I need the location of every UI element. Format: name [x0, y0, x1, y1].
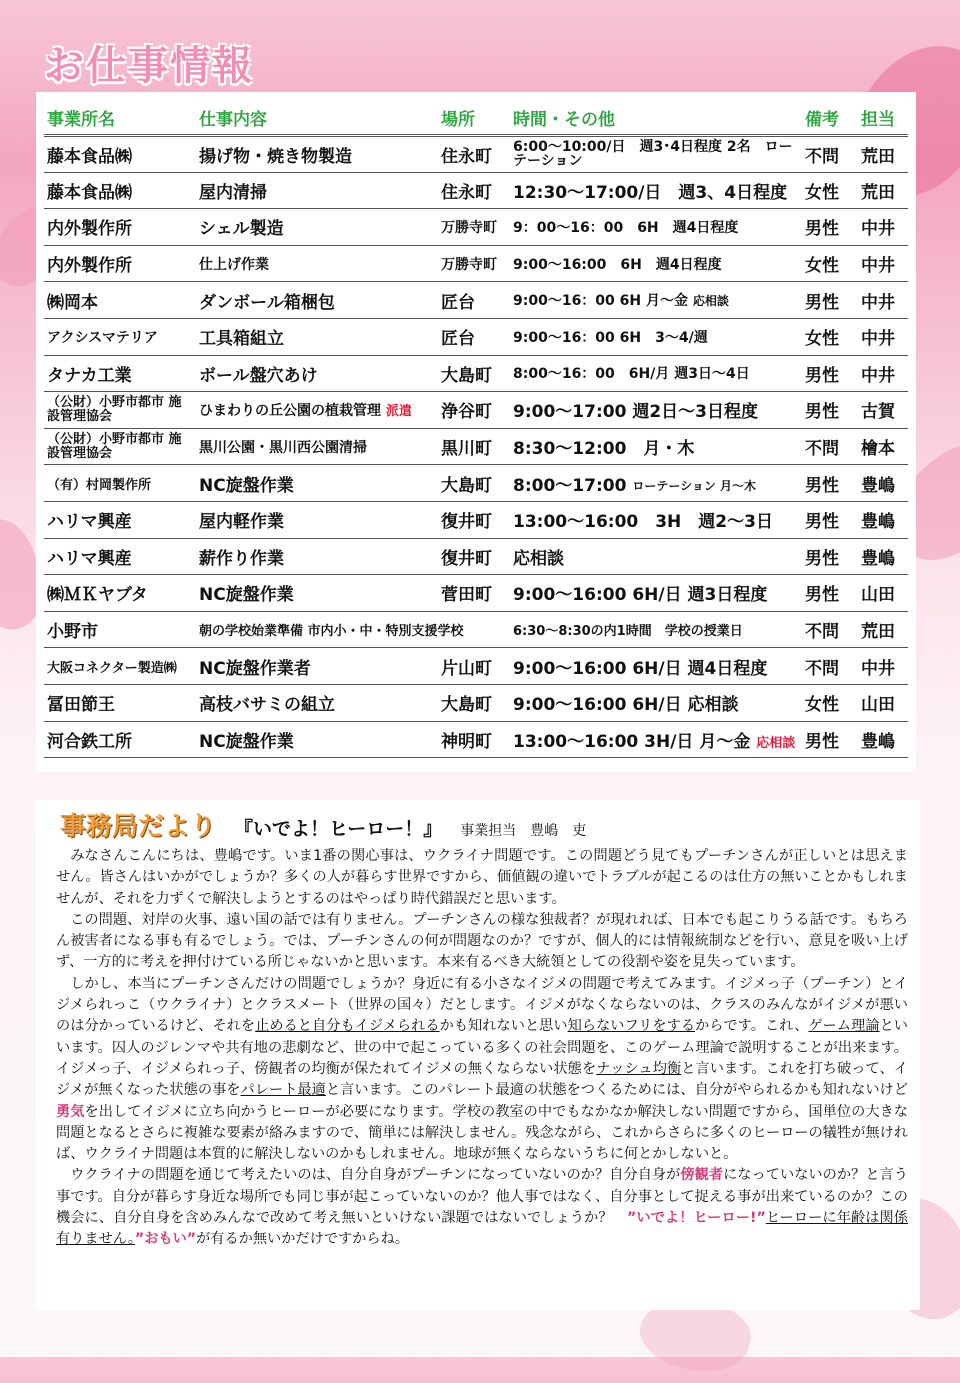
cell-note: 男性 — [805, 402, 839, 423]
cell-place: 大島町 — [441, 695, 492, 716]
text: と言います。このパレート最適の状態をつくるためには、自分がやられるかも知れないけど — [325, 1082, 908, 1099]
cell-place: 復井町 — [441, 512, 492, 533]
header-place: 場所 — [438, 100, 510, 136]
cell-staff: 豊嶋 — [861, 512, 895, 533]
cell-place: 大島町 — [441, 475, 492, 496]
job-text: ひまわりの丘公園の植栽管理 — [199, 402, 381, 419]
table-row — [44, 282, 908, 319]
cell-time: 12:30〜17:00/日 週3、4日程度 — [513, 182, 788, 203]
underlined-text: 知らないフリをする — [567, 1018, 696, 1035]
paragraph — [56, 1165, 908, 1250]
paragraph — [56, 974, 908, 1166]
cell-staff: 中井 — [861, 658, 895, 679]
table-row — [44, 538, 908, 575]
table-row — [44, 501, 908, 538]
highlight-text: 傍観者 — [680, 1167, 724, 1184]
cell-note: 男性 — [805, 292, 839, 313]
text: からです。これ、 — [695, 1018, 809, 1035]
cell-time: 9:00〜17:00 週2日〜3日程度 — [513, 402, 758, 423]
page-title: お仕事情報 — [44, 43, 254, 89]
underlined-text: ヒーローに年齢は関係有りません。 — [56, 1210, 908, 1248]
cell-job: ダンボール箱梱包 — [199, 292, 335, 313]
cell-time — [510, 465, 802, 502]
cell-job: NC旋盤作業 — [199, 731, 294, 752]
text: を出してイジメに立ち向かうヒーローが必要になります。学校の教室の中でもなかなか解決しない問題ですから、国単位の大きな問題となるとさらに複雑な要素が絡みますので、簡単には解決しません。残念ながら、これからさらに多くのヒーローの犠牲が無ければ、ウクライナ問題は本質的に解決しないのかもしれません。地球が無くならないうちに何とかしないと。 — [56, 1103, 908, 1163]
cell-job: 工具箱組立 — [199, 329, 284, 350]
cell-company: 内外製作所 — [47, 219, 132, 240]
cell-company: （公財）小野市都市 施設管理協会 — [47, 431, 182, 461]
cell-place: 神明町 — [441, 731, 492, 752]
time-extra: ローテーション 月〜木 — [632, 478, 757, 493]
cell-staff: 中井 — [861, 365, 895, 386]
cell-job: ボール盤穴あけ — [199, 365, 318, 386]
cell-company: 大阪コネクター製造㈱ — [47, 660, 177, 676]
cell-company: ハリマ興産 — [47, 512, 132, 533]
cell-staff: 豊嶋 — [861, 475, 895, 496]
table-row — [44, 355, 908, 392]
table-row — [44, 465, 908, 502]
highlight-text: ”おもい” — [134, 1231, 197, 1248]
table-row — [44, 721, 908, 758]
cell-place: 大島町 — [441, 365, 492, 386]
cell-time: 9:00〜16:00 6H/日 週4日程度 — [513, 658, 768, 679]
cell-place: 黒川町 — [441, 439, 492, 460]
table-row — [44, 209, 908, 246]
cell-staff: 檜本 — [861, 439, 895, 460]
cell-job: 薪作り作業 — [199, 548, 284, 569]
cell-company: ハリマ興産 — [47, 548, 132, 569]
cell-staff: 古賀 — [861, 402, 895, 423]
table-row — [44, 136, 908, 173]
cell-place: 浄谷町 — [441, 402, 492, 423]
cell-note: 不問 — [805, 658, 839, 679]
cell-time: 9:00〜16:00 6H/日 週3日程度 — [513, 585, 768, 606]
cell-note: 男性 — [805, 548, 839, 569]
cell-job: 揚げ物・焼き物製造 — [199, 146, 352, 167]
text: が有るか無いかだけですからね。 — [196, 1231, 409, 1248]
cell-company: アクシスマテリア — [47, 329, 158, 346]
highlight-text: 勇気 — [56, 1103, 85, 1120]
cell-staff: 山田 — [861, 585, 895, 606]
table-row — [44, 172, 908, 209]
cell-note: 不問 — [805, 622, 839, 643]
cell-company: （公財）小野市都市 施設管理協会 — [47, 394, 182, 424]
cell-job: シェル製造 — [199, 219, 284, 240]
cell-time — [510, 721, 802, 758]
text: といいます。囚人のジレンマや共有地の悲劇など、世の中で起こっている多くの社会問題を、このゲーム理論で説明することが出来ます。イジメっ子、イジメられっ子、傍観者の均衡が保たれてイジメの無くならない状態を — [56, 1018, 908, 1077]
job-list-panel — [36, 92, 916, 772]
cell-staff: 中井 — [861, 256, 895, 277]
cell-company: 藤本食品㈱ — [47, 182, 132, 203]
header-job: 仕事内容 — [196, 100, 438, 136]
cell-time — [510, 282, 802, 319]
time-extra: 応相談 — [756, 735, 796, 751]
cell-note: 男性 — [805, 475, 839, 496]
cell-company: ㈱ＭＫヤブタ — [47, 585, 148, 606]
cell-note: 男性 — [805, 512, 839, 533]
cell-note: 男性 — [805, 219, 839, 240]
table-header-row — [44, 100, 908, 136]
cell-place: 復井町 — [441, 548, 492, 569]
table-row — [44, 392, 908, 429]
cell-company: 小野市 — [47, 622, 98, 643]
cell-time: 6:30〜8:30の内1時間 学校の授業日 — [513, 624, 743, 640]
cell-note: 男性 — [805, 365, 839, 386]
cell-staff: 中井 — [861, 292, 895, 313]
cell-time: 8:00〜16：00 6H/月 週3日〜4日 — [513, 366, 750, 383]
cell-job: 仕上げ作業 — [199, 256, 269, 273]
cell-company: ㈱岡本 — [47, 292, 98, 313]
header-company: 事業所名 — [44, 100, 196, 136]
cell-staff: 豊嶋 — [861, 731, 895, 752]
cell-company: タナカ工業 — [47, 365, 132, 386]
cell-staff: 山田 — [861, 695, 895, 716]
office-header — [60, 806, 586, 843]
table-row — [44, 575, 908, 612]
cell-note: 女性 — [805, 182, 839, 203]
dispatch-tag: 派遣 — [385, 403, 412, 419]
time-text: 8:00〜17:00 — [513, 475, 627, 496]
cell-note: 女性 — [805, 695, 839, 716]
office-author: 事業担当 豊嶋 吏 — [460, 823, 587, 839]
cell-staff: 豊嶋 — [861, 548, 895, 569]
cell-job: 朝の学校始業準備 市内小・中・特別支援学校 — [199, 624, 464, 640]
cell-time: 9：00〜16：00 6H 週4日程度 — [513, 219, 739, 236]
cell-time: 9:00〜16:00 6H 週4日程度 — [513, 256, 722, 273]
office-news-panel — [36, 800, 920, 1310]
table-row — [44, 684, 908, 721]
cell-job — [196, 392, 438, 429]
cell-staff: 荒田 — [861, 622, 895, 643]
header-note: 備考 — [802, 100, 858, 136]
text: になっていないのか？と言う事です。自分が暮らす身近な場所でも同じ事が起こっていないのか？他人事ではなく、自分事として捉える事が出来ているのか？この機会に、自分自身を含めみんなで改めて考え無いといけない課題ではないでしょうか？ — [56, 1167, 908, 1227]
cell-note: 不問 — [805, 146, 839, 167]
office-subtitle: 『いでよ！ヒーロー！』 — [234, 818, 443, 840]
cell-time: 8:30〜12:00 月・木 — [513, 439, 695, 460]
text: ウクライナの問題を通じて考えたいのは、自分自身がプーチンになっていないのか？自分自身が — [70, 1167, 681, 1184]
cell-staff: 荒田 — [861, 146, 895, 167]
cell-time: 13:00〜16:00 3H 週2〜3日 — [513, 512, 773, 533]
table-row — [44, 428, 908, 465]
cell-place: 万勝寺町 — [441, 219, 497, 236]
table-row — [44, 611, 908, 648]
cell-company: 河合鉄工所 — [47, 731, 132, 752]
cell-place: 片山町 — [441, 658, 492, 679]
cell-note: 不問 — [805, 439, 839, 460]
cell-time: 9:00〜16：00 6H 3〜4/週 — [513, 329, 708, 346]
cell-place: 万勝寺町 — [441, 256, 497, 273]
highlight-text: ”いでよ！ヒーロー!” — [626, 1210, 766, 1227]
time-text: 13:00〜16:00 3H/日 月〜金 — [513, 731, 751, 752]
paragraph: この問題、対岸の火事、遠い国の話では有りません。プーチンさんの様な独裁者？が現れれば、日本でも起こりうる話です。もちろん被害者になる事も有るでしょう。では、プーチンさんの何が問題なのか？ですが、個人的には情報統制などを行い、意見を吸い上げず、一方的に考えを押付けている所じゃないかと思います。本来有るべき大統領としての役割や姿を見失っています。 — [56, 911, 908, 971]
cell-job: NC旋盤作業 — [199, 585, 294, 606]
underlined-text: ゲーム理論 — [808, 1018, 880, 1035]
time-text: 9:00〜16：00 6H 月〜金 — [513, 293, 688, 310]
cell-company: 内外製作所 — [47, 256, 132, 277]
cell-note: 女性 — [805, 329, 839, 350]
cell-company: 冨田節王 — [47, 695, 115, 716]
header-staff: 担当 — [858, 100, 908, 136]
cell-place: 匠台 — [441, 292, 475, 313]
cell-note: 男性 — [805, 731, 839, 752]
cell-company: 藤本食品㈱ — [47, 146, 132, 167]
cell-job: 高枝バサミの組立 — [199, 695, 335, 716]
time-extra: 応相談 — [692, 294, 729, 309]
text: かも知れないと思い — [439, 1018, 568, 1035]
cell-place: 住永町 — [441, 182, 492, 203]
cell-time: 6:00〜10:00/日 週3･4日程度 2名 ローテーション — [513, 139, 793, 170]
text: しかし、本当にプーチンさんだけの問題でしょうか？身近に有る小さなイジメの問題で考えてみます。イジメっ子（プーチン）とイジメられっこ（ウクライナ）とクラスメート（世界の国々）だとします。イジメがなくならないのは、クラスのみんながイジメが悪いのは分かっているけど、それを — [56, 975, 908, 1035]
underlined-text: ナッシュ均衡 — [596, 1060, 682, 1077]
cell-note: 女性 — [805, 256, 839, 277]
cell-job: 屋内軽作業 — [199, 512, 284, 533]
underlined-text: パレート最適 — [240, 1082, 326, 1099]
cell-time: 応相談 — [513, 548, 564, 569]
table-row — [44, 245, 908, 282]
cell-job: 屋内清掃 — [199, 182, 267, 203]
office-title: 事務局だより — [60, 812, 217, 842]
table-row — [44, 648, 908, 685]
paragraph: みなさんこんにちは、豊嶋です。いま1番の関心事は、ウクライナ問題です。この問題どう見てもプーチンさんが正しいとは思えません。皆さんはいかがでしょうか？多くの人が暮らす世界ですから、価値観の違いでトラブルが起こるのは仕方の無いことかもしれませんが、それを力ずくで解決しようとするのはやっぱり時代錯誤だと思います。 — [56, 848, 908, 907]
cell-staff: 中井 — [861, 329, 895, 350]
cell-place: 菅田町 — [441, 585, 492, 606]
cell-job: 黒川公園・黒川西公園清掃 — [199, 439, 367, 456]
header-time: 時間・その他 — [510, 100, 802, 136]
table-row — [44, 318, 908, 355]
cell-place: 住永町 — [441, 146, 492, 167]
cell-note: 男性 — [805, 585, 839, 606]
job-table — [44, 100, 908, 758]
cell-place: 匠台 — [441, 329, 475, 350]
cell-company: （有）村岡製作所 — [47, 477, 152, 493]
text: と言います。これを打ち破って、イジメが無くなった状態の事を — [56, 1060, 908, 1099]
cell-time: 9:00〜16:00 6H/日 応相談 — [513, 695, 739, 716]
cell-staff: 中井 — [861, 219, 895, 240]
underlined-text: 止めると自分もイジメられる — [255, 1018, 440, 1035]
cell-staff: 荒田 — [861, 182, 895, 203]
cell-job: NC旋盤作業者 — [199, 658, 311, 679]
cell-job: NC旋盤作業 — [199, 475, 294, 496]
office-body — [56, 846, 908, 1251]
